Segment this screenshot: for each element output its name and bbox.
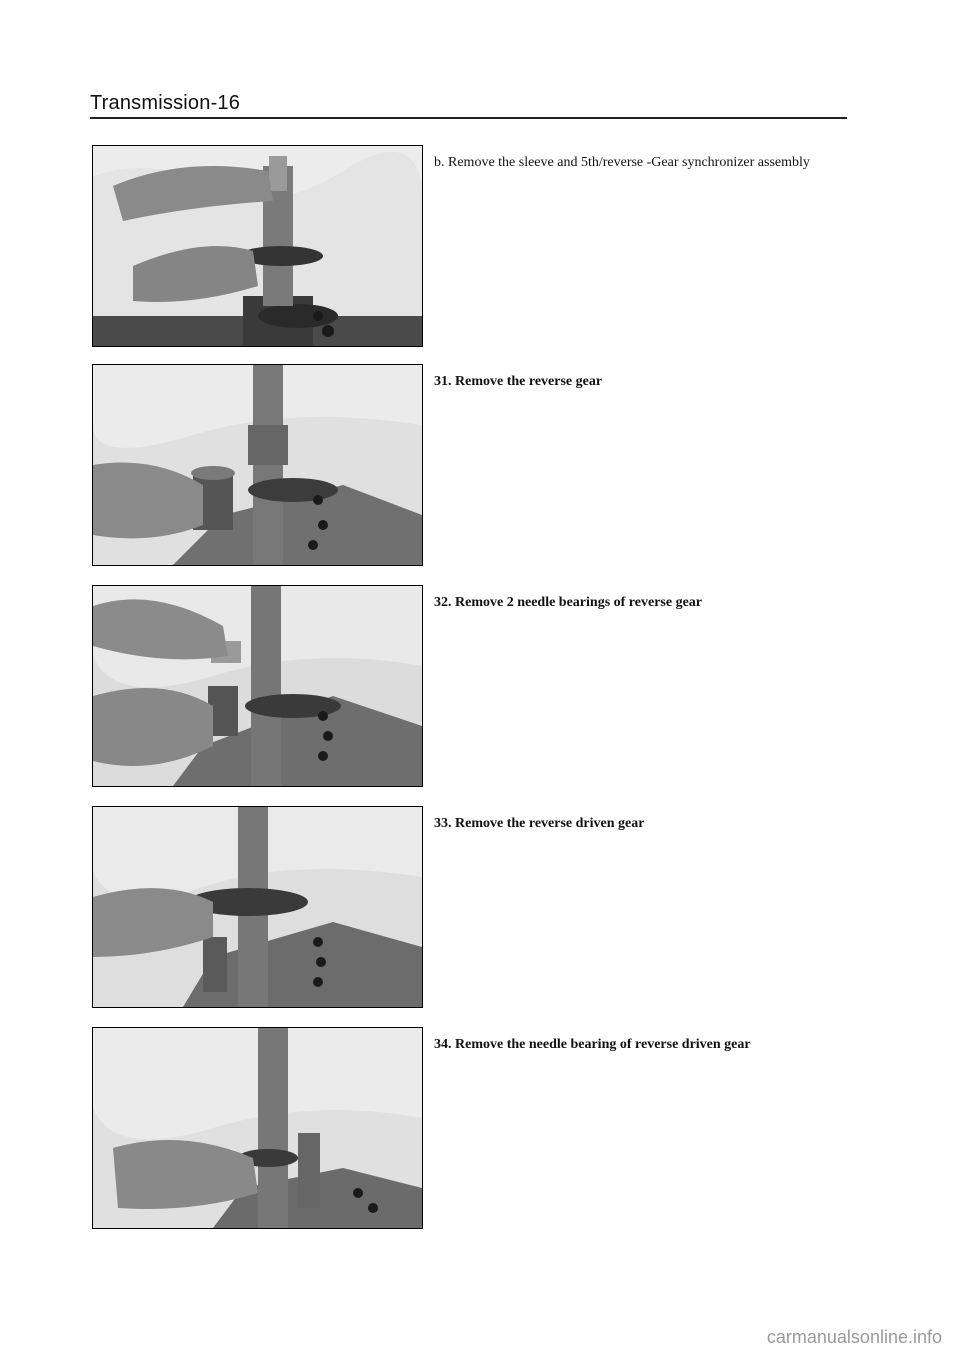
step-b-caption: b. Remove the sleeve and 5th/reverse -Gear synchronizer assembly bbox=[434, 155, 810, 170]
step-32 bbox=[92, 585, 847, 787]
page-title: Transmission-16 bbox=[90, 92, 241, 114]
step-32-caption: 32. Remove 2 needle bearings of reverse gear bbox=[434, 595, 702, 610]
step-31-photo bbox=[92, 364, 423, 566]
header-divider bbox=[90, 117, 847, 119]
step-31 bbox=[92, 364, 847, 566]
step-33-caption: 33. Remove the reverse driven gear bbox=[434, 816, 645, 831]
watermark: carmanualsonline.info bbox=[766, 1327, 942, 1347]
step-34 bbox=[92, 1027, 847, 1229]
step-33 bbox=[92, 806, 847, 1008]
step-34-photo bbox=[92, 1027, 423, 1229]
step-b bbox=[92, 145, 847, 347]
step-33-photo bbox=[92, 806, 423, 1008]
step-b-photo bbox=[92, 145, 423, 347]
step-32-photo bbox=[92, 585, 423, 787]
step-31-caption: 31. Remove the reverse gear bbox=[434, 374, 603, 389]
step-34-caption: 34. Remove the needle bearing of reverse driven gear bbox=[434, 1037, 751, 1052]
